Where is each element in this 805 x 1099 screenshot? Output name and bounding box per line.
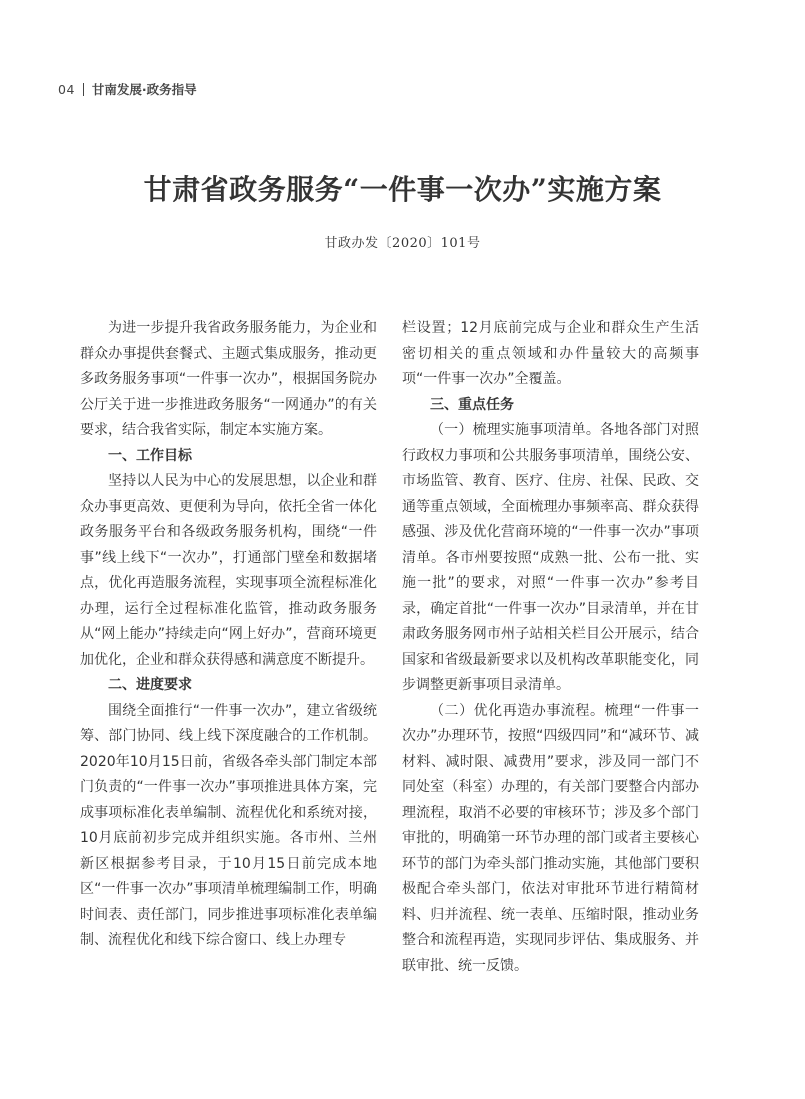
paragraph-schedule-continued: 栏设置；12月底前完成与企业和群众生产生活密切相关的重点领域和办件量较大的高频事项“一件事一次办”全覆盖。 bbox=[402, 320, 699, 387]
heading-goals: 一、工作目标 bbox=[108, 447, 192, 464]
right-column bbox=[402, 316, 699, 979]
paragraph-task-2: （二）优化再造办事流程。梳理“一件事一次办”办理环节，按照“四级四同”和“减环节、减材料、减时限、减费用”要求，涉及同一部门不同处室（科室）办理的，有关部门要整合内部办理流程，取消不必要的审核环节；涉及多个部门审批的，明确第一环节办理的部门或者主要核心环节的部门为牵头部门推动实施，其他部门要积极配合牵头部门，依法对审批环节进行精简材料、归并流程、统一表单、压缩时限，推动业务整合和流程再造，实现同步评估、集成服务、并联审批、统一反馈。 bbox=[402, 702, 699, 974]
running-header bbox=[58, 80, 197, 98]
document-number: 甘政办发〔2020〕101号 bbox=[324, 236, 481, 251]
paragraph-intro: 为进一步提升我省政务服务能力，为企业和群众办事提供套餐式、主题式集成服务，推动更多政务服务事项“一件事一次办”，根据国务院办公厅关于进一步推进政务服务“一网通办”的有关要求，结合我省实际，制定本实施方案。 bbox=[80, 320, 377, 438]
heading-key-tasks: 三、重点任务 bbox=[430, 396, 514, 413]
left-column bbox=[80, 316, 377, 954]
section-name: 甘南发展·政务指导 bbox=[91, 82, 197, 97]
page-number: 04 bbox=[58, 81, 75, 97]
paragraph-schedule: 围绕全面推行“一件事一次办”，建立省级统筹、部门协同、线上线下深度融合的工作机制。2020年10月15日前，省级各牵头部门制定本部门负责的“一件事一次办”事项推进具体方案，完成事项标准化表单编制、流程优化和系统对接，10月底前初步完成并组织实施。各市州、兰州新区根据参考目录，于10月15日前完成本地区“一件事一次办”事项清单梳理编制工作，明确时间表、责任部门，同步推进事项标准化表单编制、流程优化和线下综合窗口、线上办理专 bbox=[80, 702, 377, 948]
heading-schedule: 二、进度要求 bbox=[108, 677, 192, 693]
document-title: 甘肃省政务服务“一件事一次办”实施方案 bbox=[143, 173, 662, 206]
paragraph-goals: 坚持以人民为中心的发展思想，以企业和群众办事更高效、更便利为导向，依托全省一体化政务服务平台和各级政务服务机构，围绕“一件事”线上线下“一次办”，打通部门壁垒和数据堵点，优化再造服务流程，实现事项全流程标准化办理，运行全过程标准化监管，推动政务服务从“网上能办”持续走向“网上好办”，营商环境更加优化，企业和群众获得感和满意度不断提升。 bbox=[80, 473, 377, 668]
header-divider bbox=[83, 83, 84, 96]
paragraph-task-1: （一）梳理实施事项清单。各地各部门对照行政权力事项和公共服务事项清单，围绕公安、市场监管、教育、医疗、住房、社保、民政、交通等重点领域，全面梳理办事频率高、群众获得感强、涉及优化营商环境的“一件事一次办”事项清单。各市州要按照“成熟一批、公布一批、实施一批”的要求，对照“一件事一次办”参考目录，确定首批“一件事一次办”目录清单，并在甘肃政务服务网市州子站相关栏目公开展示，结合国家和省级最新要求以及机构改革职能变化，同步调整更新事项目录清单。 bbox=[402, 422, 699, 693]
